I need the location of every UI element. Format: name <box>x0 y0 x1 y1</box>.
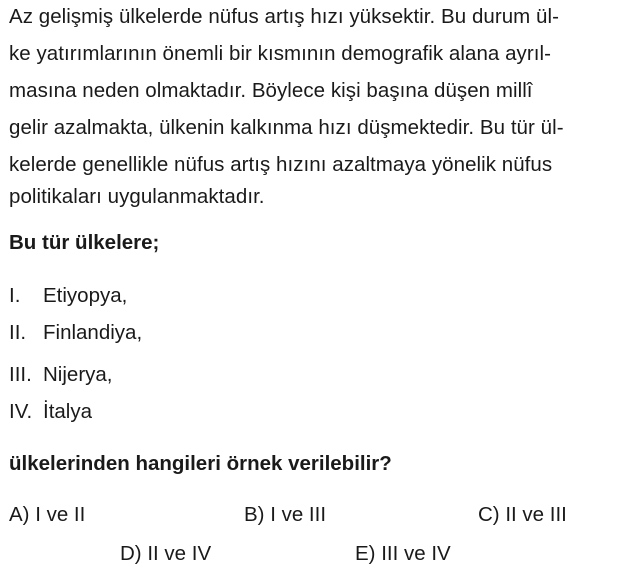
list-item <box>9 400 92 424</box>
passage-line: kelerde genellikle nüfus artış hızını azaltmaya yönelik nüfus <box>9 153 553 176</box>
question-stem: ülkelerinden hangileri örnek verilebilir? <box>9 452 392 475</box>
passage-line: masına neden olmaktadır. Böylece kişi başına düşen millî <box>9 79 533 102</box>
option-c[interactable]: C) II ve III <box>478 503 567 526</box>
item-text: Etiyopya, <box>43 284 128 307</box>
item-number: II. <box>9 321 27 344</box>
item-number: IV. <box>9 400 33 423</box>
passage-line: gelir azalmakta, ülkenin kalkınma hızı düşmektedir. Bu tür ül- <box>9 116 564 139</box>
item-text: İtalya <box>43 400 92 423</box>
option-b[interactable]: B) I ve III <box>244 503 327 526</box>
item-number: III. <box>9 363 32 386</box>
option-d[interactable]: D) II ve IV <box>120 542 212 565</box>
passage-line: Az gelişmiş ülkelerde nüfus artış hızı yüksektir. Bu durum ül- <box>9 5 559 28</box>
item-text: Finlandiya, <box>43 321 143 344</box>
option-e[interactable]: E) III ve IV <box>355 542 451 565</box>
passage-line: politikaları uygulanmaktadır. <box>9 185 265 208</box>
list-item <box>9 321 142 345</box>
option-a[interactable]: A) I ve II <box>9 503 86 526</box>
list-item <box>9 363 113 387</box>
question-lead: Bu tür ülkelere; <box>9 231 160 254</box>
passage-line: ke yatırımlarının önemli bir kısmının demografik alana ayrıl- <box>9 42 551 65</box>
item-number: I. <box>9 284 21 307</box>
list-item <box>9 284 127 308</box>
item-text: Nijerya, <box>43 363 113 386</box>
